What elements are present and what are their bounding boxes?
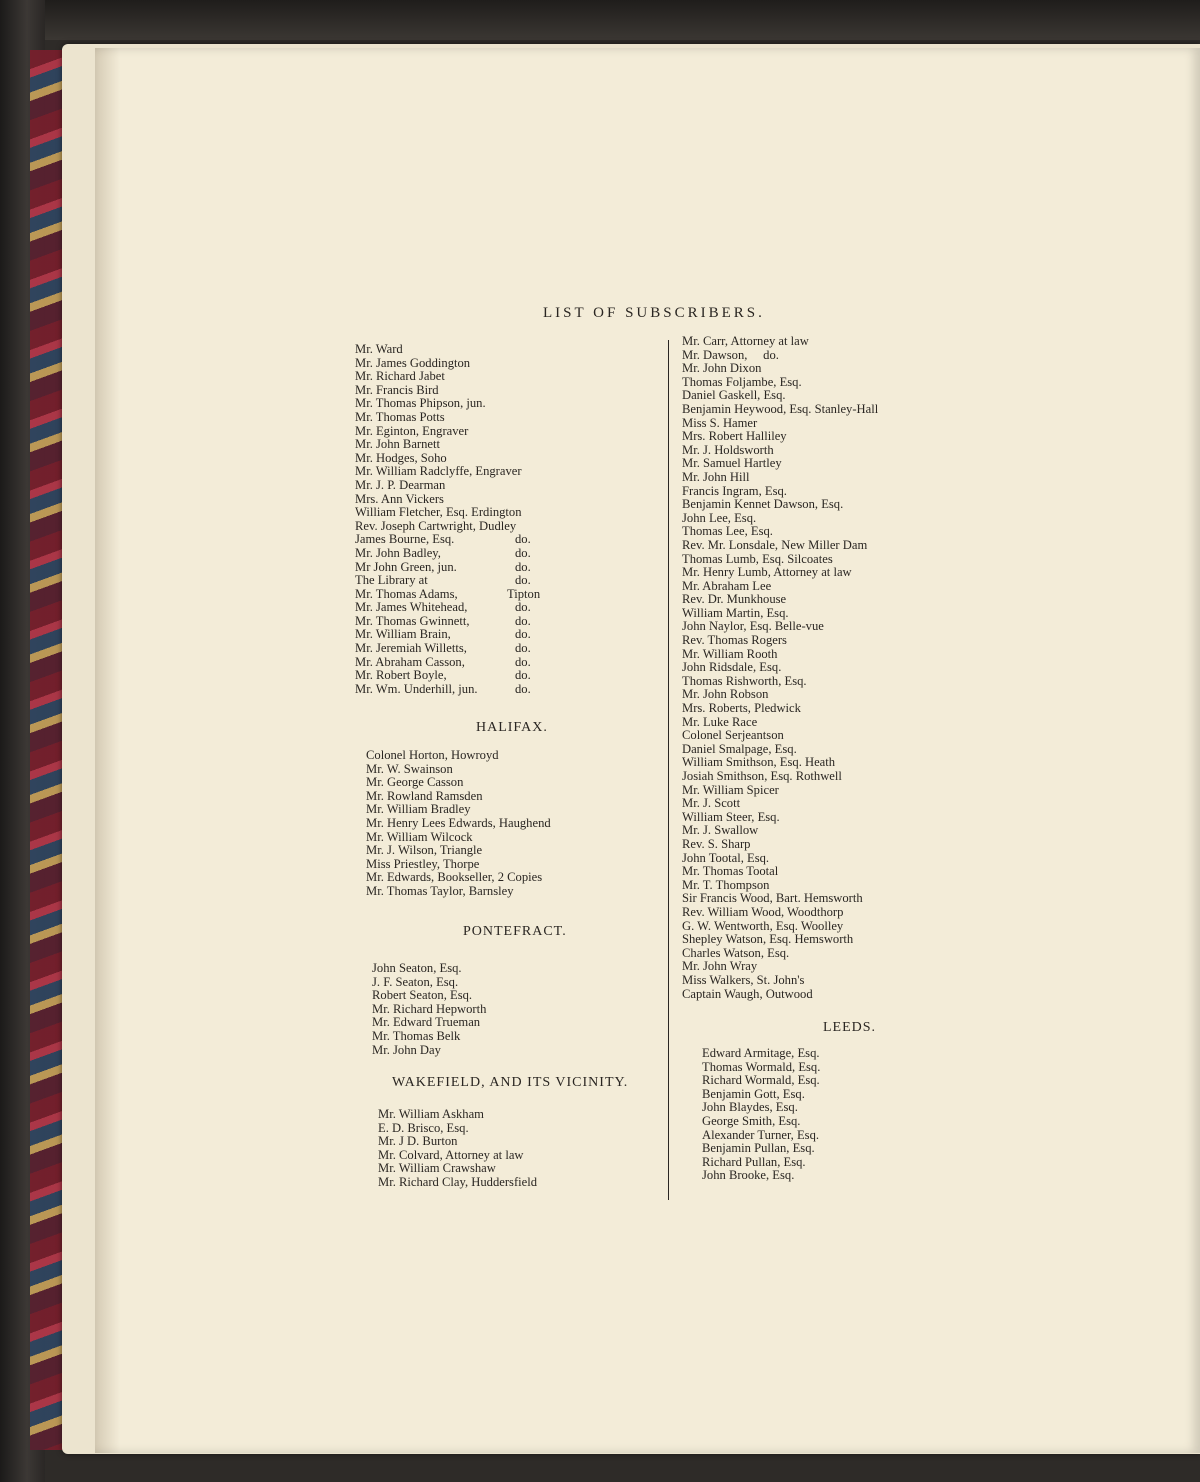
subscriber-entry: John Naylor, Esq. Belle-vue <box>682 619 824 634</box>
subscriber-entry <box>355 452 522 466</box>
subscriber-entry <box>355 425 522 439</box>
subscriber-entry <box>355 545 531 561</box>
subscriber-entry <box>355 573 531 588</box>
subscriber-name: Mr. John Barnett <box>355 437 441 452</box>
subscriber-place: do. <box>515 627 531 642</box>
subscriber-entry: John Lee, Esq. <box>682 510 757 525</box>
subscriber-entry: G. W. Wentworth, Esq. Woolley <box>682 918 844 933</box>
subscriber-place: do. <box>515 641 531 656</box>
subscriber-entry: Mr. Richard Clay, Huddersfield <box>378 1174 538 1189</box>
subscriber-entry <box>355 613 531 629</box>
subscriber-entry: William Steer, Esq. <box>682 809 780 824</box>
subscriber-name: Mr. John Badley, <box>355 545 441 560</box>
subscriber-entry: Benjamin Heywood, Esq. Stanley-Hall <box>682 401 879 416</box>
subscriber-entry: Daniel Gaskell, Esq. <box>682 388 786 403</box>
leeds-list <box>702 1047 820 1183</box>
subscriber-entry <box>355 559 531 575</box>
subscriber-place: do. <box>515 559 531 574</box>
subscriber-entry: Mr. John Dixon <box>682 361 762 376</box>
subscriber-entry: Josiah Smithson, Esq. Rothwell <box>682 769 842 783</box>
subscriber-entry: Benjamin Gott, Esq. <box>702 1086 805 1101</box>
subscriber-place: do. <box>515 600 531 615</box>
subscriber-entry <box>355 506 522 520</box>
subscriber-entry: Rev. William Wood, Woodthorp <box>682 904 844 919</box>
subscriber-entry <box>355 438 522 452</box>
subscriber-entry <box>355 600 531 615</box>
subscriber-entry: Richard Pullan, Esq. <box>702 1154 806 1169</box>
subscriber-entry: Mr. J. Wilson, Triangle <box>366 843 483 858</box>
subscriber-entry: Colonel Serjeantson <box>682 728 784 743</box>
gutter-shadow <box>95 48 120 1453</box>
subscriber-name: Mr. Thomas Adams, <box>355 586 458 601</box>
subscriber-entry: Mr. Abraham Lee <box>682 578 772 593</box>
subscriber-entry <box>355 384 522 398</box>
subscriber-entry: Benjamin Pullan, Esq. <box>702 1141 815 1156</box>
subscriber-entry: Mr. Henry Lees Edwards, Haughend <box>366 815 551 830</box>
subscriber-entry: Mr. Edward Trueman <box>372 1015 481 1030</box>
subscriber-entry: Mr. J. Scott <box>682 796 741 811</box>
subscriber-place: do. <box>515 573 531 588</box>
subscriber-entry <box>355 627 531 642</box>
subscriber-entry <box>355 586 541 602</box>
subscriber-entry: E. D. Brisco, Esq. <box>378 1120 469 1135</box>
subscriber-entry: Richard Wormald, Esq. <box>702 1073 820 1088</box>
heading-wakefield: WAKEFIELD, AND ITS VICINITY. <box>392 1075 629 1090</box>
subscriber-entry <box>355 411 522 425</box>
subscriber-entry: Mr. John Hill <box>682 469 750 484</box>
subscriber-entry: Mr. John Robson <box>682 687 769 702</box>
subscriber-entry <box>355 654 531 670</box>
book-cover-top <box>0 0 1200 40</box>
subscriber-name: Mr. Thomas Phipson, jun. <box>355 396 486 411</box>
subscriber-entry: Mr. Luke Race <box>682 714 758 729</box>
subscriber-name: Mr. Eginton, Engraver <box>355 423 469 438</box>
subscriber-entry: Rev. Mr. Lonsdale, New Miller Dam <box>682 537 868 552</box>
subscriber-entry: Miss S. Hamer <box>682 415 758 430</box>
heading-halifax: HALIFAX. <box>476 720 548 735</box>
subscriber-name: Mr. James Whitehead, <box>355 600 468 615</box>
subscriber-name: William Fletcher, Esq. Erdington <box>355 505 522 520</box>
subscriber-entry: Mr. William Crawshaw <box>378 1161 496 1176</box>
subscriber-name: The Library at <box>355 573 428 588</box>
subscriber-entry: Mr. John Wray <box>682 959 758 974</box>
subscriber-place: do. <box>515 613 531 628</box>
subscriber-name: Mr. Thomas Gwinnett, <box>355 613 470 628</box>
subscriber-entry: Mr. George Casson <box>366 775 464 790</box>
subscriber-entry: John Ridsdale, Esq. <box>682 660 782 675</box>
subscriber-entry: Francis Ingram, Esq. <box>682 483 787 498</box>
subscriber-entry: Mr. Samuel Hartley <box>682 456 782 471</box>
page-title: LIST OF SUBSCRIBERS. <box>543 305 765 321</box>
subscriber-entry: Mr. Edwards, Bookseller, 2 Copies <box>366 870 543 885</box>
subscriber-entry <box>355 493 522 507</box>
subscriber-entry: Mr. Richard Hepworth <box>372 1001 487 1016</box>
subscriber-entry: John Blaydes, Esq. <box>702 1100 798 1115</box>
subscriber-entry: John Tootal, Esq. <box>682 850 770 865</box>
subscriber-entry: John Brooke, Esq. <box>702 1168 795 1183</box>
subscriber-name: Mr. Abraham Casson, <box>355 654 465 669</box>
subscriber-entry <box>355 520 522 534</box>
subscriber-entry: Mr. William Bradley <box>366 802 471 817</box>
subscriber-entry: Thomas Lee, Esq. <box>682 524 773 539</box>
subscriber-place: Tipton <box>507 586 541 601</box>
subscriber-entry: Mr. Thomas Tootal <box>682 864 779 879</box>
subscriber-name: Mr. Robert Boyle, <box>355 668 447 683</box>
subscriber-entry: Thomas Rishworth, Esq. <box>682 673 807 688</box>
subscriber-entry: William Martin, Esq. <box>682 605 789 620</box>
subscriber-name: Mr. J. P. Dearman <box>355 477 446 492</box>
subscriber-entry: J. F. Seaton, Esq. <box>372 974 459 989</box>
subscriber-name: Mr. William Brain, <box>355 627 451 642</box>
subscriber-name: Mr. Ward <box>355 342 403 356</box>
column-divider <box>668 340 669 1200</box>
subscriber-entry <box>355 343 522 357</box>
subscriber-entry: Shepley Watson, Esq. Hemsworth <box>682 932 854 947</box>
subscriber-entry: Mr. William Wilcock <box>366 829 473 844</box>
subscriber-name: Mr. Richard Jabet <box>355 369 445 384</box>
subscriber-entry: Miss Priestley, Thorpe <box>366 856 480 871</box>
subscriber-entry: Mr. Thomas Belk <box>372 1028 461 1043</box>
subscriber-entry: Mr. William Spicer <box>682 782 779 797</box>
subscriber-entry <box>355 465 522 479</box>
subscriber-name: Mr. Hodges, Soho <box>355 450 447 465</box>
subscriber-entry: Mr. Thomas Taylor, Barnsley <box>366 883 514 898</box>
wakefield-continued-list <box>682 335 878 1001</box>
subscriber-entry: Robert Seaton, Esq. <box>372 988 473 1003</box>
subscriber-entry: Miss Walkers, St. John's <box>682 972 805 987</box>
subscriber-entry <box>355 397 522 411</box>
subscriber-entry: Mr. Henry Lumb, Attorney at law <box>682 565 852 580</box>
subscriber-entry: Thomas Foljambe, Esq. <box>682 374 802 389</box>
subscriber-entry: Alexander Turner, Esq. <box>702 1127 820 1142</box>
subscriber-name: Mr. William Radclyffe, Engraver <box>355 464 522 479</box>
subscriber-name: Mr. Francis Bird <box>355 382 439 397</box>
subscriber-entry <box>355 357 522 371</box>
subscriber-place: do. <box>515 545 531 560</box>
subscriber-entry <box>355 641 531 656</box>
subscriber-entry: Sir Francis Wood, Bart. Hemsworth <box>682 891 863 906</box>
subscriber-place: do. <box>515 532 531 547</box>
subscriber-entry: Mrs. Roberts, Pledwick <box>682 701 801 716</box>
subscriber-entry <box>355 532 531 547</box>
page <box>95 48 1200 1453</box>
subscriber-name: Mr John Green, jun. <box>355 559 457 574</box>
subscriber-entry: George Smith, Esq. <box>702 1113 801 1128</box>
subscriber-place: do. <box>515 681 531 696</box>
subscriber-name: Mr. Wm. Underhill, jun. <box>355 681 478 696</box>
subscriber-name: Mr. Thomas Potts <box>355 409 445 424</box>
subscriber-entry <box>355 370 522 384</box>
pontefract-list <box>372 962 486 1057</box>
subscriber-entry: Mr. J. Holdsworth <box>682 442 774 457</box>
subscriber-entry: Benjamin Kennet Dawson, Esq. <box>682 497 844 512</box>
subscriber-entry: Mr. J. Swallow <box>682 823 759 838</box>
subscriber-entry <box>355 681 531 697</box>
subscriber-entry: Captain Waugh, Outwood <box>682 986 813 1001</box>
subscriber-entry: Mr. W. Swainson <box>366 761 453 776</box>
subscriber-entry: Thomas Wormald, Esq. <box>702 1059 821 1074</box>
subscriber-name: Mr. James Goddington <box>355 355 471 370</box>
subscriber-place: do. <box>515 654 531 669</box>
subscriber-entry: Rev. Thomas Rogers <box>682 633 787 648</box>
subscriber-entry: Mr. John Day <box>372 1042 441 1057</box>
subscriber-entry: Mr. Carr, Attorney at law <box>682 334 809 348</box>
subscriber-entry: Edward Armitage, Esq. <box>702 1046 820 1060</box>
halifax-list <box>366 749 551 899</box>
wakefield-list <box>378 1108 537 1190</box>
subscriber-name: Mrs. Ann Vickers <box>355 491 444 506</box>
subscriber-entry: Mr. Dawson, do. <box>682 347 779 362</box>
heading-leeds: LEEDS. <box>823 1020 877 1035</box>
subscriber-entry: Mr. T. Thompson <box>682 877 770 892</box>
subscriber-entry: Thomas Lumb, Esq. Silcoates <box>682 551 833 566</box>
subscriber-entry: Rev. S. Sharp <box>682 836 751 851</box>
subscriber-entry: John Seaton, Esq. <box>372 961 462 975</box>
subscriber-entry <box>355 668 531 683</box>
subscriber-entry <box>355 479 522 493</box>
subscriber-name: James Bourne, Esq. <box>355 532 455 547</box>
heading-pontefract: PONTEFRACT. <box>463 924 567 939</box>
subscriber-entry: Daniel Smalpage, Esq. <box>682 741 797 756</box>
subscriber-entry: William Smithson, Esq. Heath <box>682 755 836 770</box>
subscriber-name: Rev. Joseph Cartwright, Dudley <box>355 518 517 533</box>
subscriber-entry: Mr. Rowland Ramsden <box>366 788 483 803</box>
subscriber-place: do. <box>515 668 531 683</box>
subscriber-entry: Mrs. Robert Halliley <box>682 429 787 444</box>
subscriber-entry: Mr. William Rooth <box>682 646 778 661</box>
subscriber-entry: Rev. Dr. Munkhouse <box>682 592 787 607</box>
subscriber-entry: Colonel Horton, Howroyd <box>366 748 499 762</box>
subscriber-entry: Mr. Colvard, Attorney at law <box>378 1147 524 1162</box>
subscriber-entry: Mr. William Askham <box>378 1107 484 1121</box>
subscriber-entry: Mr. J D. Burton <box>378 1134 458 1149</box>
subscriber-name: Mr. Jeremiah Willetts, <box>355 641 467 656</box>
marbled-endpaper <box>30 50 66 1450</box>
subscriber-entry: Charles Watson, Esq. <box>682 945 790 960</box>
left-list <box>355 342 541 696</box>
